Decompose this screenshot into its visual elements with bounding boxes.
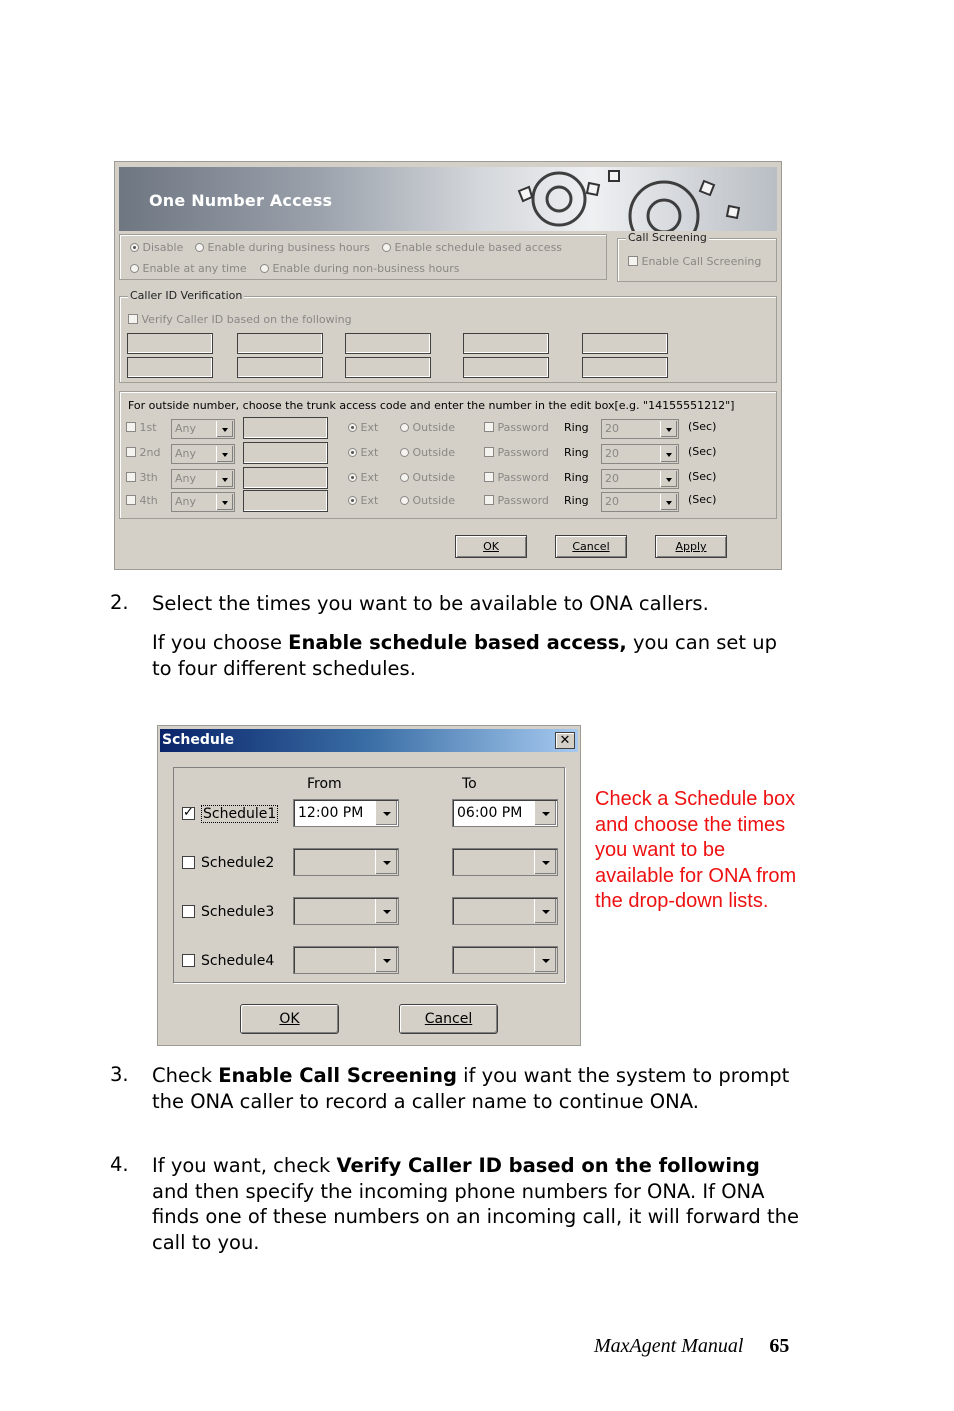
radio-icon	[260, 264, 269, 273]
chevron-down-icon	[534, 801, 556, 825]
page-footer	[594, 1335, 789, 1358]
trunk-select[interactable]: Any	[171, 419, 235, 439]
chevron-down-icon	[216, 421, 233, 437]
chevron-down-icon	[660, 471, 677, 487]
call-screening-legend: Call Screening	[628, 231, 707, 244]
checkbox-icon	[126, 422, 136, 432]
radio-outside[interactable]: Outside	[400, 471, 455, 484]
chevron-down-icon	[375, 801, 397, 825]
chevron-down-icon	[375, 948, 397, 972]
schedule-ok-button[interactable]: OK	[240, 1004, 339, 1034]
ona-title: One Number Access	[149, 191, 333, 210]
chevron-down-icon	[375, 850, 397, 874]
checkbox-icon	[484, 422, 494, 432]
checkbox-icon	[126, 447, 136, 457]
radio-ext[interactable]: Ext	[348, 421, 378, 434]
outside-row-checkbox[interactable]: 1st	[126, 421, 157, 434]
schedule-from-select[interactable]: 12:00 PM	[293, 799, 399, 827]
checkbox-icon[interactable]	[182, 856, 195, 869]
chevron-down-icon	[660, 494, 677, 510]
trunk-select[interactable]: Any	[171, 444, 235, 464]
outside-number-field[interactable]	[243, 490, 328, 512]
caller-id-field[interactable]	[582, 333, 668, 354]
radio-ext[interactable]: Ext	[348, 494, 378, 507]
chevron-down-icon	[660, 446, 677, 462]
checkbox-icon	[484, 495, 494, 505]
page-number: 65	[769, 1335, 790, 1357]
checkbox-icon	[628, 256, 638, 266]
caller-id-field[interactable]	[463, 357, 549, 378]
ring-label: Ring	[564, 446, 589, 459]
caller-id-field[interactable]	[345, 357, 431, 378]
schedule-checkbox-row[interactable]: Schedule2	[182, 855, 274, 871]
checkbox-icon	[126, 495, 136, 505]
checkbox-icon[interactable]	[182, 954, 195, 967]
schedule-group	[173, 767, 565, 983]
ring-select[interactable]: 20	[601, 444, 679, 464]
caller-id-field[interactable]	[237, 357, 323, 378]
radio-icon	[400, 423, 409, 432]
ona-cancel-button[interactable]: Cancel	[555, 535, 627, 558]
schedule-to-select[interactable]	[452, 848, 558, 876]
chevron-down-icon	[534, 948, 556, 972]
radio-any-time[interactable]: Enable at any time	[130, 262, 247, 275]
password-checkbox[interactable]: Password	[484, 421, 549, 434]
step-number: 4.	[110, 1153, 129, 1176]
step4-paragraph: If you want, check Verify Caller ID based on the following and then specify the incoming phone numbers for ONA. If ONA finds one of these numbers on an incoming call, it will forward the call to you.	[152, 1154, 799, 1254]
chevron-down-icon	[375, 899, 397, 923]
schedule-from-select[interactable]	[293, 897, 399, 925]
caller-id-field[interactable]	[345, 333, 431, 354]
sec-label: (Sec)	[688, 420, 717, 433]
step2-text: Select the times you want to be available to ONA callers.	[152, 592, 709, 615]
ona-dialog	[114, 161, 782, 570]
step3-paragraph: Check Enable Call Screening if you want the system to prompt the ONA caller to record a caller name to continue ONA.	[152, 1064, 790, 1113]
ona-ok-button[interactable]: OK	[455, 535, 527, 558]
outside-instruction: For outside number, choose the trunk access code and enter the number in the edit box[e.g. "14155551212"]	[128, 399, 735, 412]
caller-id-field[interactable]	[582, 357, 668, 378]
caller-id-field[interactable]	[463, 333, 549, 354]
verify-caller-id-checkbox[interactable]: Verify Caller ID based on the following	[128, 313, 352, 326]
ring-label: Ring	[564, 471, 589, 484]
radio-schedule-based[interactable]: Enable schedule based access	[382, 241, 562, 254]
close-icon[interactable]: ✕	[555, 732, 575, 749]
step2-paragraph: If you choose Enable schedule based access, you can set up to four different schedules.	[152, 631, 777, 680]
ring-label: Ring	[564, 494, 589, 507]
schedule-checkbox-row[interactable]: Schedule3	[182, 904, 274, 920]
trunk-select[interactable]: Any	[171, 469, 235, 489]
checkbox-icon[interactable]	[182, 807, 195, 820]
caller-id-field[interactable]	[127, 333, 213, 354]
ona-apply-button[interactable]: Apply	[655, 535, 727, 558]
radio-icon	[130, 264, 139, 273]
outside-row-checkbox[interactable]: 4th	[126, 494, 158, 507]
radio-icon	[348, 448, 357, 457]
radio-icon	[400, 473, 409, 482]
outside-row-checkbox[interactable]: 2nd	[126, 446, 160, 459]
schedule-titlebar	[160, 729, 578, 752]
caller-id-legend: Caller ID Verification	[130, 289, 243, 302]
chevron-down-icon	[216, 446, 233, 462]
radio-disable[interactable]: Disable	[130, 241, 183, 254]
ona-header-banner	[119, 167, 777, 231]
schedule-cancel-button[interactable]: Cancel	[399, 1004, 498, 1034]
chevron-down-icon	[216, 471, 233, 487]
sec-label: (Sec)	[688, 445, 717, 458]
radio-business-hours[interactable]: Enable during business hours	[195, 241, 370, 254]
caller-id-group	[119, 289, 777, 383]
radio-outside[interactable]: Outside	[400, 421, 455, 434]
checkbox-icon	[484, 472, 494, 482]
radio-icon	[348, 473, 357, 482]
ring-select[interactable]: 20	[601, 469, 679, 489]
step-number: 2.	[110, 591, 129, 614]
sec-label: (Sec)	[688, 493, 717, 506]
checkbox-icon	[126, 472, 136, 482]
ring-label: Ring	[564, 421, 589, 434]
radio-icon	[130, 243, 139, 252]
radio-icon	[400, 448, 409, 457]
schedule-from-select[interactable]	[293, 848, 399, 876]
password-checkbox[interactable]: Password	[484, 446, 549, 459]
radio-non-business[interactable]: Enable during non-business hours	[260, 262, 459, 275]
schedule-to-select[interactable]	[452, 946, 558, 974]
ring-select[interactable]: 20	[601, 419, 679, 439]
chevron-down-icon	[534, 899, 556, 923]
radio-outside[interactable]: Outside	[400, 446, 455, 459]
schedule-dialog	[157, 725, 581, 1046]
radio-outside[interactable]: Outside	[400, 494, 455, 507]
radio-ext[interactable]: Ext	[348, 446, 378, 459]
password-checkbox[interactable]: Password	[484, 494, 549, 507]
outside-number-group	[119, 391, 777, 519]
sec-label: (Sec)	[688, 470, 717, 483]
call-screening-group	[617, 231, 777, 282]
outside-number-field[interactable]	[243, 417, 328, 439]
caller-id-field[interactable]	[127, 357, 213, 378]
radio-ext[interactable]: Ext	[348, 471, 378, 484]
outside-number-field[interactable]	[243, 467, 328, 489]
schedule-from-select[interactable]	[293, 946, 399, 974]
radio-icon	[195, 243, 204, 252]
gears-icon	[489, 167, 777, 231]
password-checkbox[interactable]: Password	[484, 471, 549, 484]
radio-icon	[400, 496, 409, 505]
schedule-title: Schedule	[162, 732, 235, 748]
access-mode-group	[119, 234, 607, 280]
enable-call-screening-checkbox[interactable]: Enable Call Screening	[628, 255, 761, 268]
manual-name: MaxAgent Manual	[594, 1335, 744, 1357]
schedule-checkbox-row[interactable]: ✓Schedule1	[182, 806, 278, 822]
trunk-select[interactable]: Any	[171, 492, 235, 512]
radio-icon	[348, 496, 357, 505]
outside-number-field[interactable]	[243, 442, 328, 464]
chevron-down-icon	[660, 421, 677, 437]
radio-icon	[382, 243, 391, 252]
schedule-to-select[interactable]	[452, 897, 558, 925]
checkbox-icon	[484, 447, 494, 457]
ring-select[interactable]: 20	[601, 492, 679, 512]
outside-row-checkbox[interactable]: 3th	[126, 471, 158, 484]
checkbox-icon	[128, 314, 138, 324]
schedule-to-select[interactable]: 06:00 PM	[452, 799, 558, 827]
to-header: To	[462, 776, 477, 792]
checkbox-icon[interactable]	[182, 905, 195, 918]
from-header: From	[307, 776, 342, 792]
schedule-checkbox-row[interactable]: Schedule4	[182, 953, 274, 969]
chevron-down-icon	[534, 850, 556, 874]
radio-icon	[348, 423, 357, 432]
step-number: 3.	[110, 1063, 129, 1086]
callout-note: Check a Schedule box and choose the times you want to be available for ONA from the drop-down lists.	[595, 788, 797, 912]
chevron-down-icon	[216, 494, 233, 510]
caller-id-field[interactable]	[237, 333, 323, 354]
